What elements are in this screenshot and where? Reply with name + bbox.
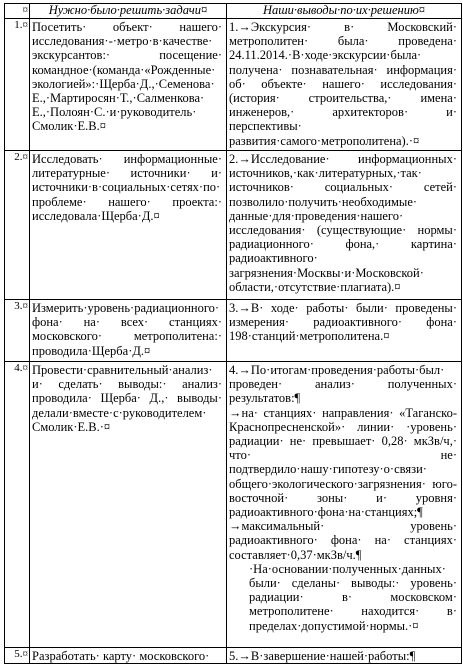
- row-number: 2.¤: [5, 151, 30, 300]
- task-cell: Провести·сравнительный·анализ· и· сделать· выводы:· анализ· проводила· Щерба· Д.,· выводы· делали·вместе·с·руководителем· Смолик·Е.В.·¤: [30, 362, 227, 648]
- row-number: 5.¤: [5, 648, 30, 664]
- result-cell: 2.→Исследование· информационных· источников,·как·литературных,·так· источников· социальных· сетей· позволило·получить·необходимые· данные·для·проведения·нашего· исследования· (существующие· нормы· радиационного· фона,· картина· радиоактивного· загрязнения·Москвы·и·Московской· области,·отсутствие·плагиата).¤: [227, 151, 462, 300]
- table-header-row: [5, 4, 462, 19]
- task-cell: Измерить·уровень·радиационного· фона· на· всех· станциях· московского· метрополитена:· проводила·Щерба·Д.¤: [30, 300, 227, 362]
- task-cell: Разработать· карту· московского·: [30, 648, 227, 664]
- result-cell: 3.→В· ходе· работы· были· проведены· измерения· радиоактивного· фона· 198·станций·метрополитена.¤: [227, 300, 462, 362]
- result-conclusion: ·На·основании·полученных·данных· были· сделаны· выводы:· уровень· радиации· в· московском· метрополитене· находится· в· пределах·допустимой·нормы.·¤: [249, 561, 457, 633]
- table-row: [5, 648, 462, 664]
- row-number: 3.¤: [5, 300, 30, 362]
- table-row: [5, 362, 462, 648]
- header-num: ¤: [5, 4, 30, 19]
- table-row: [5, 19, 462, 151]
- task-cell: Исследовать· информационные· литературные· источники· и· источники·в·социальных·сетях·по· проблеме· нашего· проекта:· исследовала·Щерба·Д.¤: [30, 151, 227, 300]
- result-bullet: →максимальный· уровень· радиоактивного· фона· на· станциях· составляет·0,37·мкЗв/ч.¶: [229, 519, 457, 562]
- row-number: 1.¤: [5, 19, 30, 151]
- result-cell: [227, 362, 462, 648]
- result-paragraph: 4.→По·итогам·проведения·работы·был· проведен· анализ· полученных· результатов:¶: [229, 363, 457, 406]
- result-bullet: →на· станциях· направления· «Таганско-Краснопресненской»· линии· ·уровень· радиации· не· превышает· 0,28· мкЗв/ч,· что· не· подтвердило·нашу·гипотезу·о·связи· общего·экологического·загрязнения· юго-восточной· зоны· и· уровня· радиоактивного·фона·на·станциях;¶: [229, 405, 457, 520]
- header-results: Наши·выводы·по·их·решению¤: [227, 4, 462, 19]
- table-row: [5, 151, 462, 300]
- tasks-results-table: [4, 3, 462, 664]
- table-row: [5, 300, 462, 362]
- task-cell: Посетить· объект· нашего· исследования·-·метро·в·качестве· экскурсантов:· посещение· командное·(команда·«Рожденные· экологией»:·Щерба·Д.,·Семенова· Е.,·Мартиросян·Т.,·Салменкова· Е.,·Полоян·С.·и·руководитель· Смолик·Е.В.¤: [30, 19, 227, 151]
- header-tasks: Нужно·было·решить·задачи¤: [30, 4, 227, 19]
- row-number: 4.¤: [5, 362, 30, 648]
- result-cell: 5.→В·завершение·нашей·работы:¶: [227, 648, 462, 664]
- result-cell: 1.→Экскурсия· в· Московский· метрополитен· была· проведена· 24.11.2014.·В·ходе·экскурсии·была· получена· познавательная· информация· об· объекте· нашего· исследования· (история· строительства,· имена· инженеров,· архитекторов· и· перспективы· развития·самого·метрополитена).·¤: [227, 19, 462, 151]
